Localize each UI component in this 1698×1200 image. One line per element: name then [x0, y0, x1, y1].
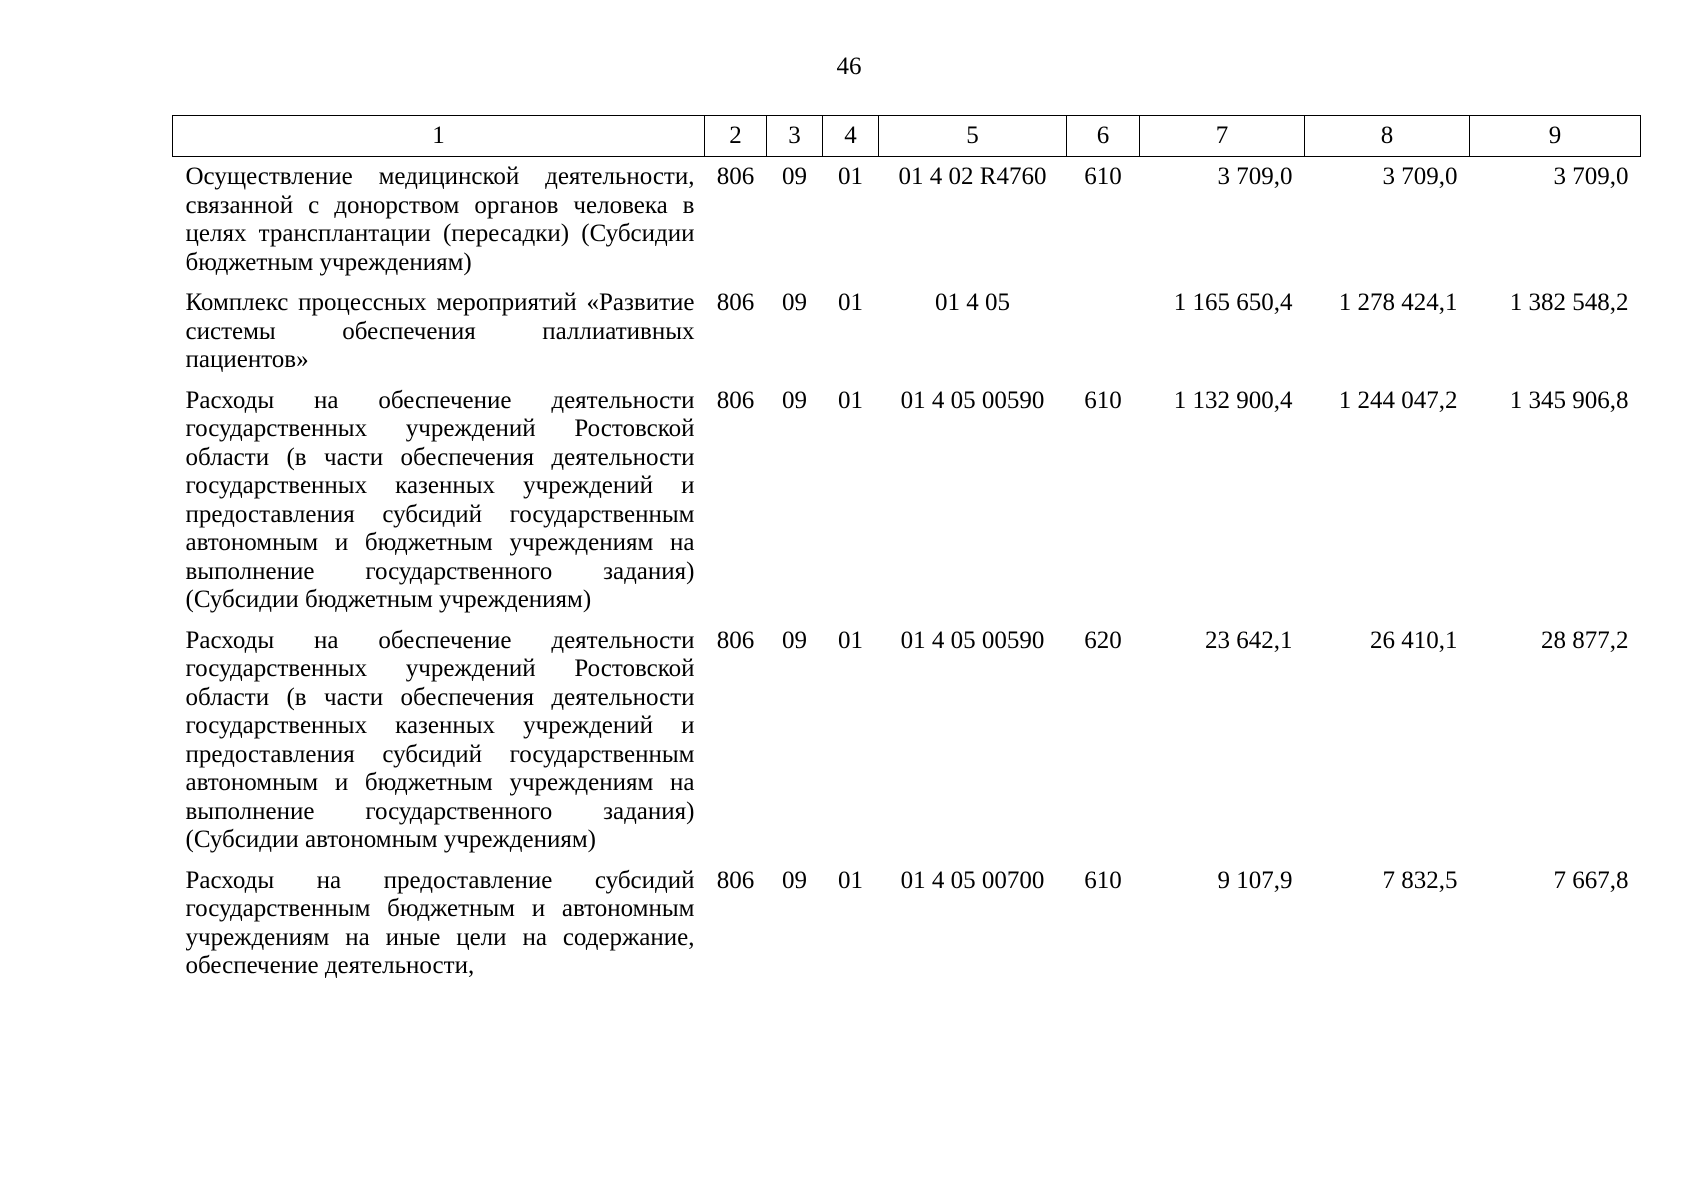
- row-description: Расходы на обеспечение деятельности государственных учреждений Ростовской области (в части обеспечения деятельности государственных казенных учреждений и предоставления субсидий государственным автономным и бюджетным учреждениям на выполнение государственного задания) (Субсидии автономным учреждениям): [185, 626, 695, 853]
- table-row: [173, 381, 1641, 621]
- cell-subsection-code: 01: [838, 289, 863, 316]
- table-row: [173, 283, 1641, 381]
- cell-subsection-code: 01: [838, 866, 863, 894]
- table-row: [173, 621, 1641, 861]
- column-header-7: 7: [1140, 116, 1305, 157]
- column-header-2: 2: [705, 116, 767, 157]
- cell-expense-type-code: 620: [1084, 626, 1122, 654]
- cell-target-article-code: 01 4 02 R4760: [898, 163, 1047, 190]
- cell-amount-col8: 3 709,0: [1382, 163, 1458, 190]
- cell-target-article-code: 01 4 05 00590: [900, 386, 1045, 414]
- cell-section-code: 09: [782, 163, 807, 190]
- column-header-4: 4: [823, 116, 879, 157]
- cell-target-article-code: 01 4 05 00700: [900, 866, 1045, 894]
- column-header-8: 8: [1305, 116, 1470, 157]
- cell-amount-col7: 3 709,0: [1217, 163, 1293, 190]
- cell-amount-col7: 23 642,1: [1205, 626, 1293, 654]
- cell-ministry-code: 806: [716, 163, 755, 190]
- cell-amount-col7: 1 132 900,4: [1173, 386, 1293, 414]
- budget-table: [172, 115, 1641, 987]
- cell-section-code: 09: [782, 289, 807, 316]
- cell-target-article-code: 01 4 05: [935, 289, 1010, 316]
- cell-amount-col9: 7 667,8: [1553, 866, 1629, 894]
- column-header-3: 3: [767, 116, 823, 157]
- cell-amount-col8: 26 410,1: [1370, 626, 1458, 654]
- cell-expense-type-code: 610: [1084, 386, 1122, 414]
- cell-section-code: 09: [782, 626, 807, 654]
- cell-subsection-code: 01: [838, 626, 863, 654]
- cell-amount-col9: 28 877,2: [1541, 626, 1629, 654]
- table-header: [173, 116, 1641, 157]
- row-description: Осуществление медицинской деятельности, связанной с донорством органов человека в целях трансплантации (пересадки) (Субсидии бюджетным учреждениям): [185, 163, 695, 276]
- page-number: 46: [836, 53, 862, 80]
- cell-amount-col7: 9 107,9: [1217, 866, 1293, 894]
- table-row: [173, 861, 1641, 987]
- cell-ministry-code: 806: [716, 866, 755, 894]
- cell-target-article-code: 01 4 05 00590: [900, 626, 1045, 654]
- cell-amount-col8: 1 278 424,1: [1338, 289, 1458, 316]
- cell-amount-col7: 1 165 650,4: [1173, 289, 1293, 316]
- row-description: Расходы на предоставление субсидий государственным бюджетным и автономным учреждениям на иные цели на содержание, обеспечение деятельности,: [185, 866, 695, 979]
- cell-subsection-code: 01: [838, 386, 863, 414]
- cell-section-code: 09: [782, 386, 807, 414]
- cell-ministry-code: 806: [716, 626, 755, 654]
- column-header-6: 6: [1067, 116, 1140, 157]
- header-row: [173, 116, 1641, 157]
- column-header-1: 1: [173, 116, 705, 157]
- cell-amount-col8: 1 244 047,2: [1338, 386, 1458, 414]
- table-row: [173, 157, 1641, 284]
- cell-amount-col9: 1 345 906,8: [1509, 386, 1629, 414]
- cell-ministry-code: 806: [716, 289, 755, 316]
- cell-ministry-code: 806: [716, 386, 755, 414]
- column-header-9: 9: [1470, 116, 1641, 157]
- cell-expense-type-code: 610: [1084, 163, 1122, 190]
- cell-amount-col8: 7 832,5: [1382, 866, 1458, 894]
- row-description: Расходы на обеспечение деятельности государственных учреждений Ростовской области (в части обеспечения деятельности государственных казенных учреждений и предоставления субсидий государственным автономным и бюджетным учреждениям на выполнение государственного задания) (Субсидии бюджетным учреждениям): [185, 386, 695, 613]
- cell-expense-type-code: [1067, 283, 1140, 381]
- cell-amount-col9: 1 382 548,2: [1509, 289, 1629, 316]
- table-body: [173, 157, 1641, 987]
- cell-expense-type-code: 610: [1084, 866, 1122, 894]
- row-description: Комплекс процессных мероприятий «Развитие системы обеспечения паллиативных пациентов»: [185, 289, 695, 373]
- cell-amount-col9: 3 709,0: [1553, 163, 1629, 190]
- cell-section-code: 09: [782, 866, 807, 894]
- column-header-5: 5: [879, 116, 1067, 157]
- cell-subsection-code: 01: [838, 163, 863, 190]
